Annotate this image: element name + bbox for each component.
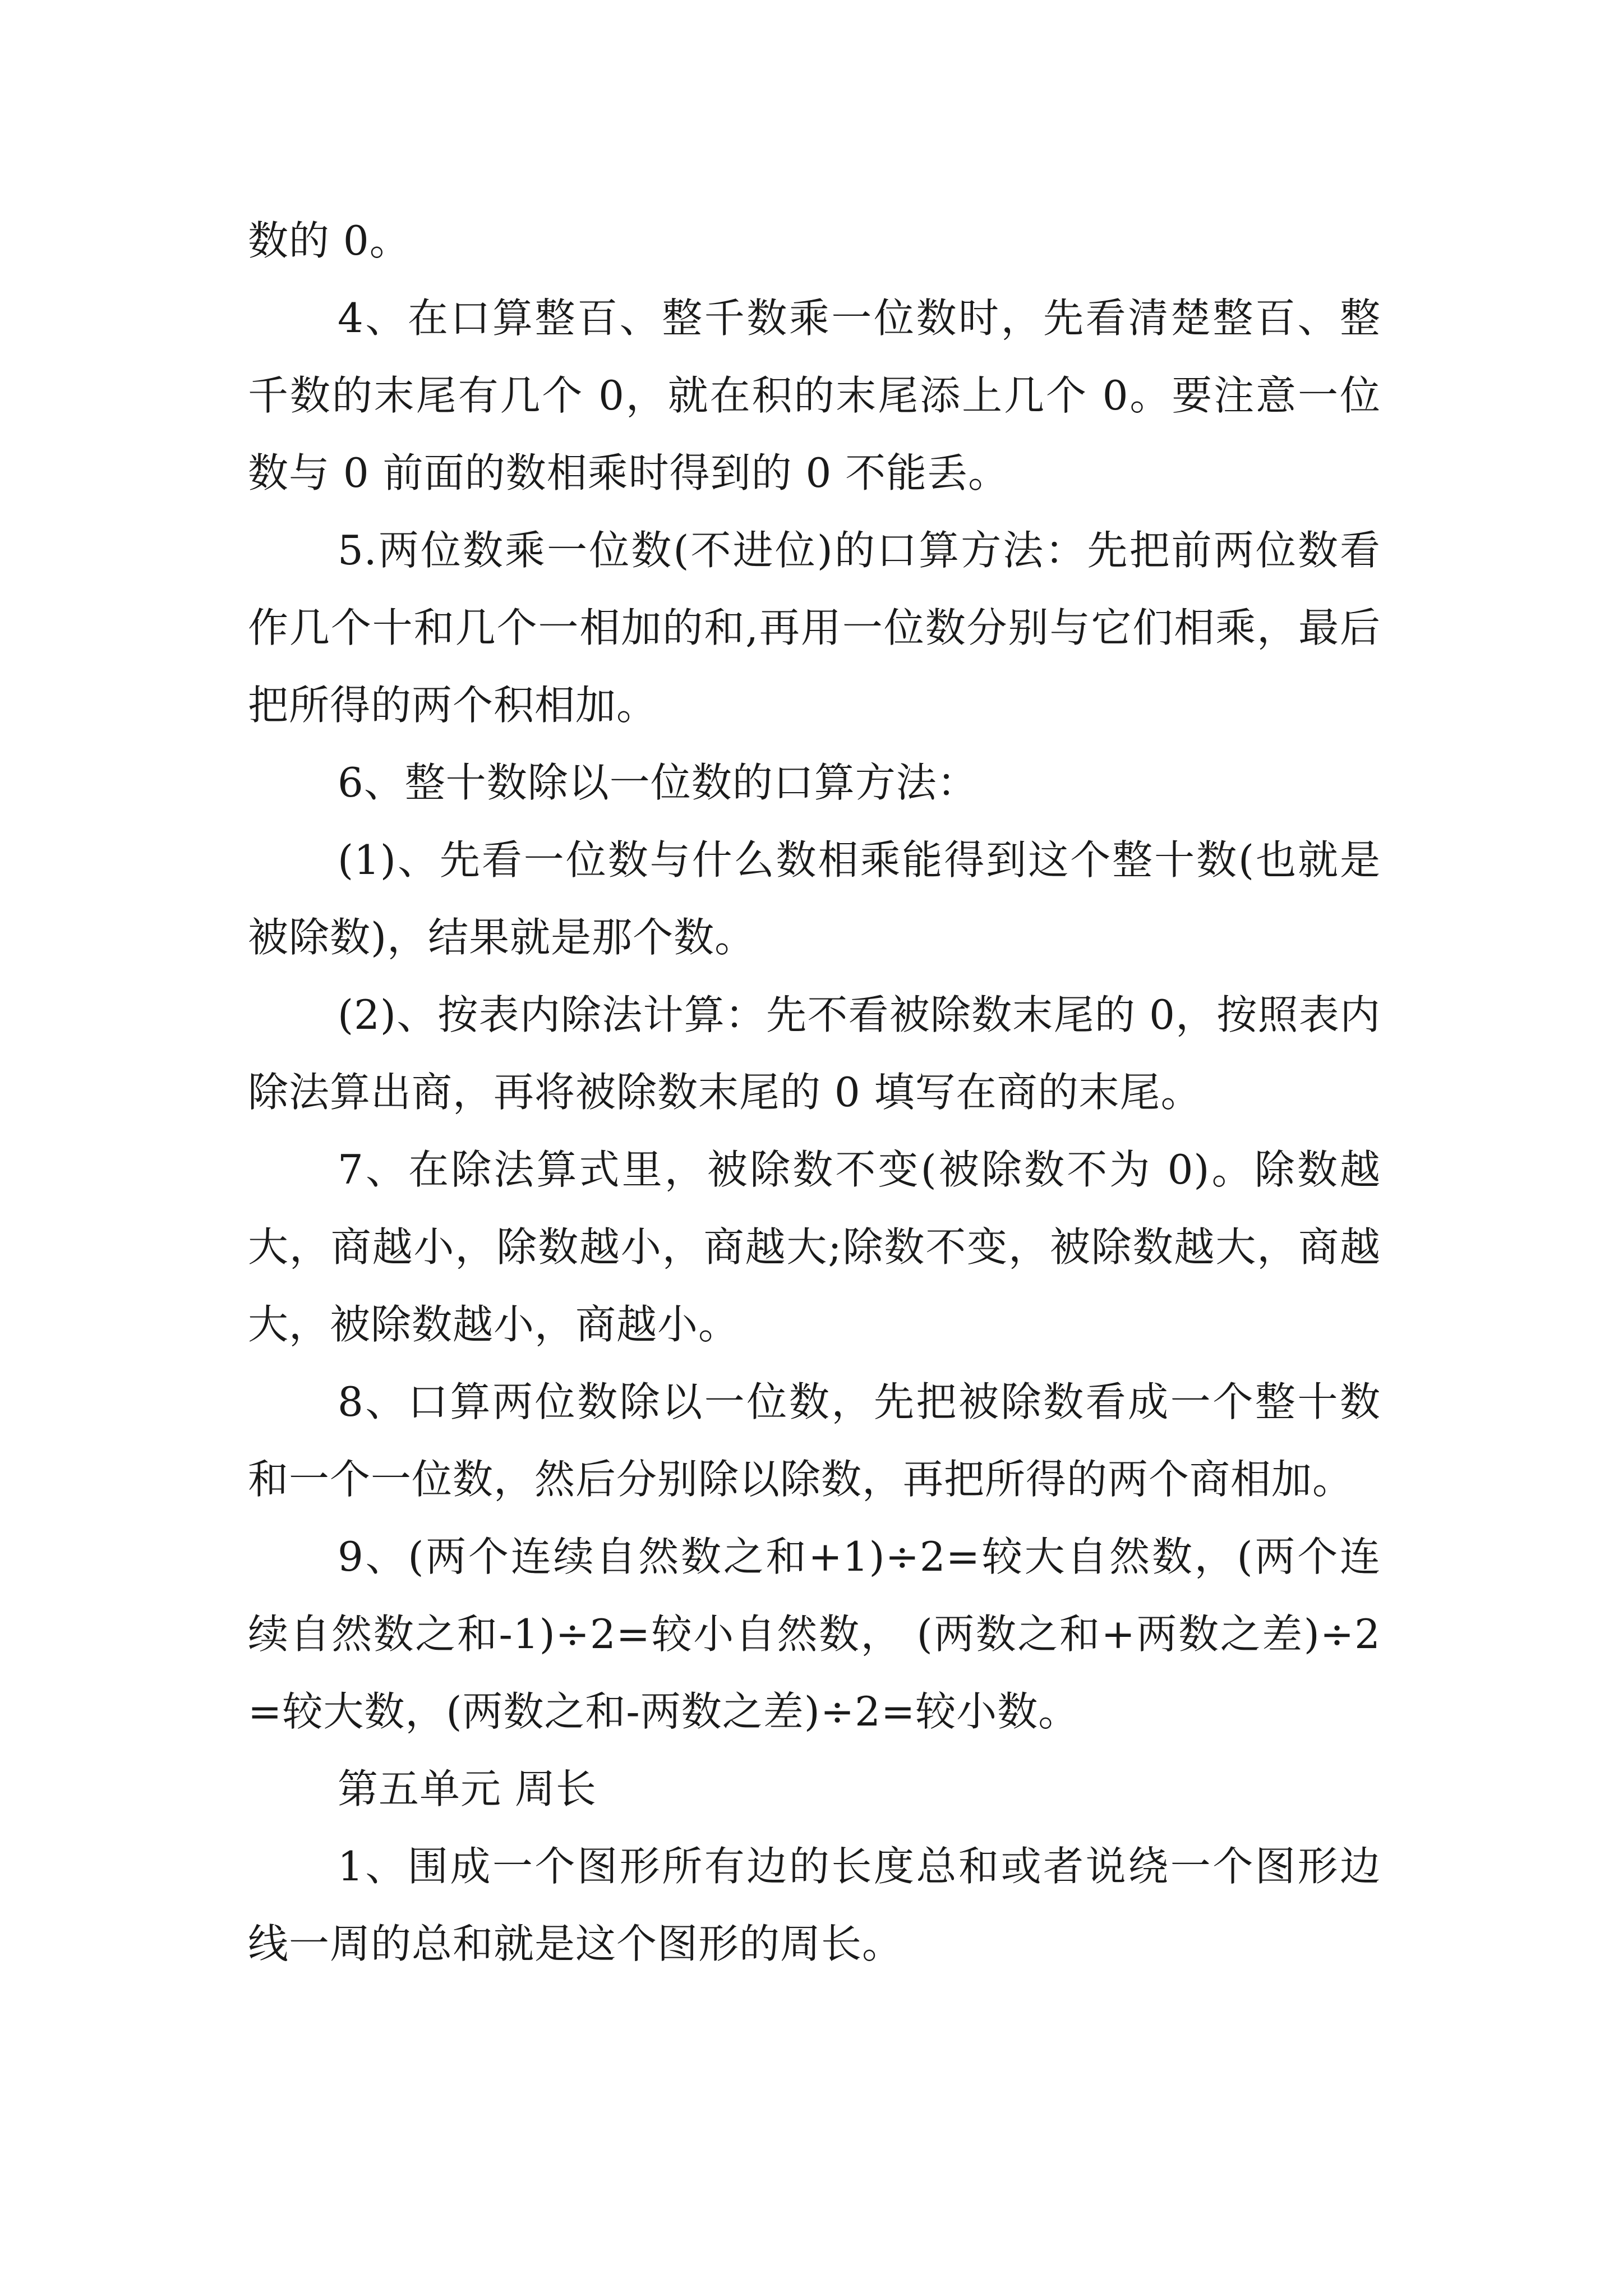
paragraph-item-9: 9、(两个连续自然数之和+1)÷2=较大自然数，(两个连续自然数之和-1)÷2=较小自然数， (两数之和+两数之差)÷2=较大数，(两数之和-两数之差)÷2=较小数。 bbox=[248, 1533, 1381, 1735]
section-heading: 第五单元 周长 bbox=[338, 1765, 597, 1812]
paragraph-item-7: 7、在除法算式里，被除数不变(被除数不为 0)。除数越大，商越小，除数越小，商越大;除数不变，被除数越大，商越大，被除数越小，商越小。 bbox=[248, 1146, 1381, 1348]
paragraph-item-6-2: (2)、按表内除法计算：先不看被除数末尾的 0，按照表内除法算出商，再将被除数末尾的 0 填写在商的末尾。 bbox=[248, 991, 1381, 1116]
paragraph-item-6: 6、整十数除以一位数的口算方法： bbox=[338, 759, 978, 806]
paragraph-continuation: 数的 0。 bbox=[248, 217, 411, 264]
paragraph-item-8: 8、口算两位数除以一位数，先把被除数看成一个整十数和一个一位数，然后分别除以除数，再把所得的两个商相加。 bbox=[248, 1378, 1381, 1503]
document-page bbox=[248, 202, 1381, 1982]
paragraph-item-5: 5.两位数乘一位数(不进位)的口算方法：先把前两位数看作几个十和几个一相加的和,再用一位数分别与它们相乘，最后把所得的两个积相加。 bbox=[248, 527, 1381, 729]
paragraph-perimeter-1: 1、围成一个图形所有边的长度总和或者说绕一个图形边线一周的总和就是这个图形的周长。 bbox=[248, 1843, 1381, 1967]
paragraph-item-4: 4、在口算整百、整千数乘一位数时，先看清楚整百、整千数的末尾有几个 0，就在积的末尾添上几个 0。要注意一位数与 0 前面的数相乘时得到的 0 不能丢。 bbox=[248, 295, 1381, 496]
paragraph-item-6-1: (1)、先看一位数与什么数相乘能得到这个整十数(也就是被除数)，结果就是那个数。 bbox=[248, 836, 1381, 961]
